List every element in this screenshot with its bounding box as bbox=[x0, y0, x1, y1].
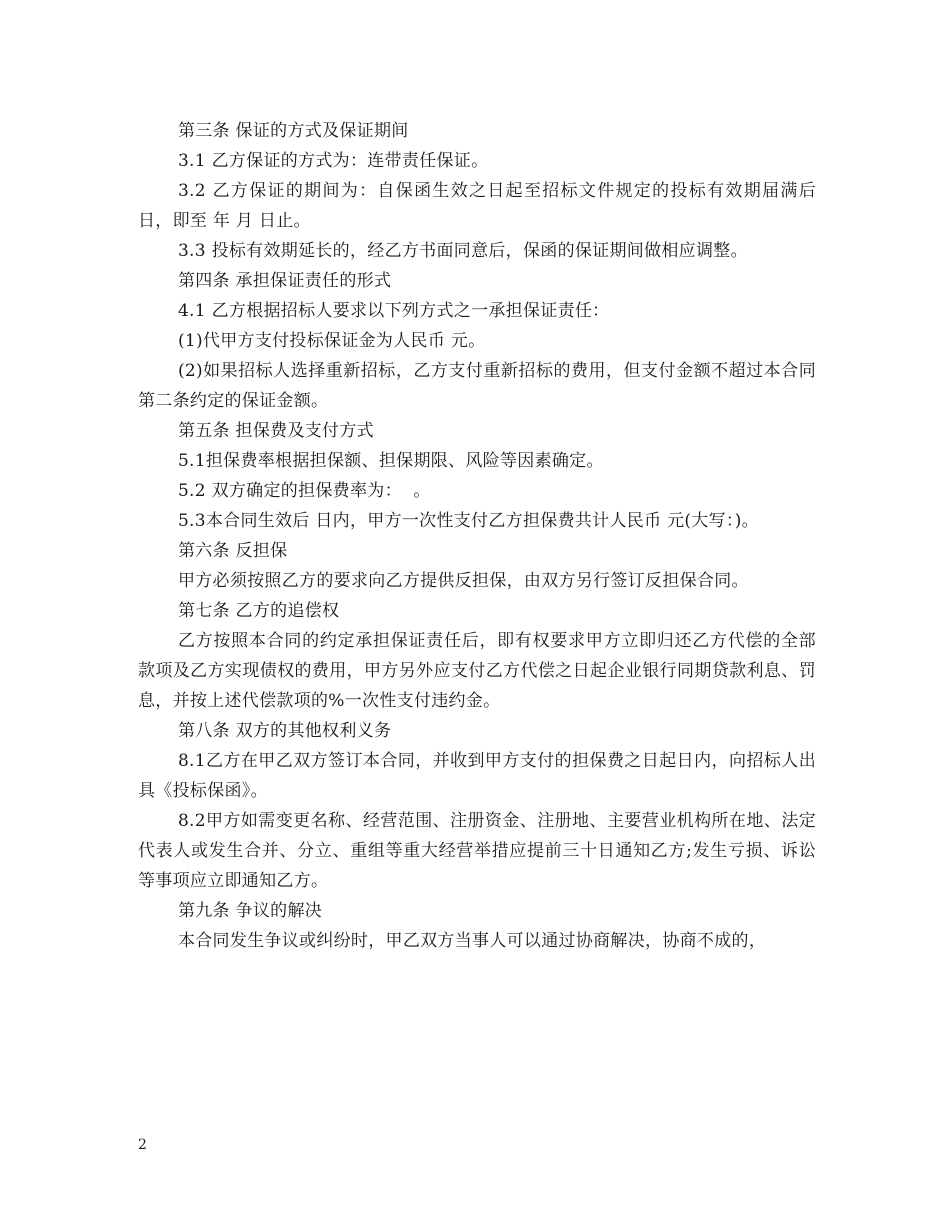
article-6-body: 甲方必须按照乙方的要求向乙方提供反担保，由双方另行签订反担保合同。 bbox=[177, 571, 749, 591]
article-7-heading: 第七条 乙方的追偿权 bbox=[177, 601, 340, 621]
article-3-heading: 第三条 保证的方式及保证期间 bbox=[177, 121, 409, 141]
document-body bbox=[138, 116, 822, 956]
clause-3-1: 3.1 乙方保证的方式为：连带责任保证。 bbox=[177, 151, 489, 171]
clause-4-1-item-2: (2)如果招标人选择重新招标，乙方支付重新招标的费用，但支付金额不超过本合同第二条约定的保证金额。 bbox=[138, 361, 816, 411]
article-9-heading: 第九条 争议的解决 bbox=[177, 901, 323, 921]
article-4-heading: 第四条 承担保证责任的形式 bbox=[177, 271, 392, 291]
clause-5-3: 5.3本合同生效后 日内，甲方一次性支付乙方担保费共计人民币 元(大写：)。 bbox=[177, 511, 759, 531]
clause-5-2: 5.2 双方确定的担保费率为： 。 bbox=[177, 481, 431, 501]
clause-4-1-item-1: (1)代甲方支付投标保证金为人民币 元。 bbox=[177, 331, 486, 351]
clause-3-3: 3.3 投标有效期延长的，经乙方书面同意后，保函的保证期间做相应调整。 bbox=[177, 241, 748, 261]
article-8-heading: 第八条 双方的其他权利义务 bbox=[177, 721, 392, 741]
article-7-body: 乙方按照本合同的约定承担保证责任后，即有权要求甲方立即归还乙方代偿的全部款项及乙方实现债权的费用，甲方另外应支付乙方代偿之日起企业银行同期贷款利息、罚息，并按上述代偿款项的%一次性支付违约金。 bbox=[138, 631, 816, 711]
clause-5-1: 5.1担保费率根据担保额、担保期限、风险等因素确定。 bbox=[177, 451, 604, 471]
clause-8-2: 8.2甲方如需变更名称、经营范围、注册资金、注册地、主要营业机构所在地、法定代表人或发生合并、分立、重组等重大经营举措应提前三十日通知乙方;发生亏损、诉讼等事项应立即通知乙方。 bbox=[138, 811, 816, 891]
article-9-body: 本合同发生争议或纠纷时，甲乙双方当事人可以通过协商解决，协商不成的， bbox=[177, 931, 767, 951]
clause-3-2: 3.2 乙方保证的期间为：自保函生效之日起至招标文件规定的投标有效期届满后 日，即至 年 月 日止。 bbox=[138, 181, 822, 231]
article-5-heading: 第五条 担保费及支付方式 bbox=[177, 421, 374, 441]
clause-4-1: 4.1 乙方根据招标人要求以下列方式之一承担保证责任： bbox=[177, 301, 610, 321]
page-number: 2 bbox=[138, 1137, 147, 1153]
article-6-heading: 第六条 反担保 bbox=[177, 541, 288, 561]
clause-8-1: 8.1乙方在甲乙双方签订本合同，并收到甲方支付的担保费之日起日内，向招标人出具《投标保函》。 bbox=[138, 751, 816, 801]
